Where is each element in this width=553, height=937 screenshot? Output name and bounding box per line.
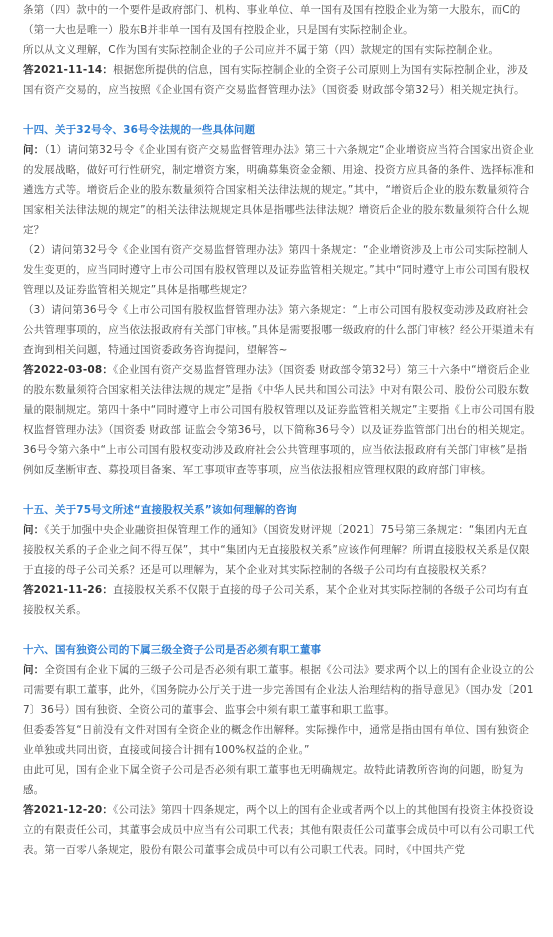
question-14-part-3: （3）请问第36号令《上市公司国有股权监督管理办法》第六条规定：“上市公司国有股权变动涉及政府社会公共管理事项的，应当依法报政府有关部门审核。”具体是需要报哪一级政府的什么部门审核？经公开渠道未有查询到相关问题，特通过国资委政务咨询提问，望解答~ xyxy=(23,304,535,356)
question-16-part-2: 但委委答复“日前没有文件对国有全资企业的概念作出解释。实际操作中，通常是指由国有单位、国有独资企业单独或共同出资，直接或间接合计拥有100%权益的企业。” xyxy=(23,724,530,756)
answer-label: 答2021-12-20： xyxy=(23,804,113,816)
intro-paragraph-2: 所以从文义理解，C作为国有实际控制企业的子公司应并不属于第（四）款规定的国有实际控制企业。 xyxy=(23,44,500,56)
question-14-part-2: （2）请问第32号令《企业国有资产交易监督管理办法》第四十条规定：“企业增资涉及上市公司实际控制人发生变更的，应当同时遵守上市公司国有股权管理以及证券监管相关规定。”其中“同时遵守上市公司国有股权管理以及证券监管相关规定”具体是指哪些规定？ xyxy=(23,244,530,296)
question-15 xyxy=(23,520,535,580)
answer-14-extra: 36号令第六条中“上市公司国有股权变动涉及政府社会公共管理事项的，应当依法报政府有关部门审核”是指例如反垄断审查、募投项目备案、军工事项审查等事项，应当依法报相应管理权限的政府部门审核。 xyxy=(23,444,528,476)
answer-label: 答2021-11-14： xyxy=(23,64,113,76)
answer-16 xyxy=(23,800,535,860)
question-14-part-1 xyxy=(23,140,535,240)
question-text: （1）请问第32号令《企业国有资产交易监督管理办法》第三十六条规定“企业增资应当符合国家出资企业的发展战略，做好可行性研究，制定增资方案，明确募集资金金额、用途、投资方应具备的条件、选择标准和遴选方式等。增资后企业的股东数量须符合国家相关法律法规的规定。”其中，“增资后企业的股东数量须符合国家相关法律法规的规定”的相关法律法规规定具体是指哪些法律法规？增资后企业的股东数量须符合什么规定？ xyxy=(23,144,535,236)
question-text: 《关于加强中央企业融资担保管理工作的通知》（国资发财评规〔2021〕75号第三条规定：“集团内无直接股权关系的子企业之间不得互保”，其中“集团内无直接股权关系”应该作何理解？所谓直接股权关系是仅限于直接的母子公司关系？还是可以理解为，某个企业对其实际控制的各级子公司均有直接股权关系？ xyxy=(23,524,530,576)
question-16-part-1 xyxy=(23,660,535,720)
question-label: 问： xyxy=(23,664,45,676)
question-16-part-3: 由此可见，国有企业下属全资子公司是否必须有职工董事也无明确规定。故特此请教所咨询的问题，盼复为感。 xyxy=(23,764,524,796)
answer-text: 《企业国有资产交易监督管理办法》（国资委 财政部令第32号）第三十六条中“增资后企业的股东数量须符合国家相关法律法规的规定”是指《中华人民共和国公司法》中对有限公司、股份公司股东数量的限制规定。第四十条中“同时遵守上市公司国有股权管理以及证券监管相关规定”主要指《上市公司国有股权监督管理办法》（国资委 财政部 证监会令第36号，以下简称36号令）以及证券监管部门出台的相关规定。 xyxy=(23,364,535,436)
answer-text: 直接股权关系不仅限于直接的母子公司关系，某个企业对其实际控制的各级子公司均有直接股权关系。 xyxy=(23,584,529,616)
section-title-16: 十六、国有独资公司的下属三级全资子公司是否必须有职工董事 xyxy=(23,644,322,656)
answer-text: 《公司法》第四十四条规定，两个以上的国有企业或者两个以上的其他国有投资主体投资设立的有限责任公司，其董事会成员中应当有公司职工代表；其他有限责任公司董事会成员中可以有公司职工代表。第一百零八条规定，股份有限公司董事会成员中可以有公司职工代表。同时，《中国共产党 xyxy=(23,804,535,856)
section-title-15: 十五、关于75号文所述“直接股权关系”该如何理解的咨询 xyxy=(23,504,297,516)
answer-14 xyxy=(23,360,535,440)
question-label: 问： xyxy=(23,524,45,536)
answer-text: 根据您所提供的信息，国有实际控制企业的全资子公司原则上为国有实际控制企业，涉及国有资产交易的，应当按照《企业国有资产交易监督管理办法》（国资委 财政部令第32号）相关规定执行。 xyxy=(23,64,529,96)
question-text: 全资国有企业下属的三级子公司是否必须有职工董事。根据《公司法》要求两个以上的国有企业设立的公司需要有职工董事，此外，《国务院办公厅关于进一步完善国有企业法人治理结构的指导意见》（国办发〔2017〕36号）国有独资、全资公司的董事会、监事会中须有职工董事和职工监事。 xyxy=(23,664,535,716)
answer-label: 答2022-03-08： xyxy=(23,364,113,376)
intro-paragraph-1: 条第（四）款中的一个要件是政府部门、机构、事业单位、单一国有及国有控股企业为第一大股东，而C的（第一大也是唯一）股东B并非单一国有及国有控股企业，只是国有实际控制企业。 xyxy=(23,4,521,36)
answer-label: 答2021-11-26： xyxy=(23,584,113,596)
intro-answer xyxy=(23,60,535,100)
answer-15 xyxy=(23,580,535,620)
question-label: 问： xyxy=(23,144,45,156)
section-title-14: 十四、关于32号令、36号令法规的一些具体问题 xyxy=(23,124,256,136)
